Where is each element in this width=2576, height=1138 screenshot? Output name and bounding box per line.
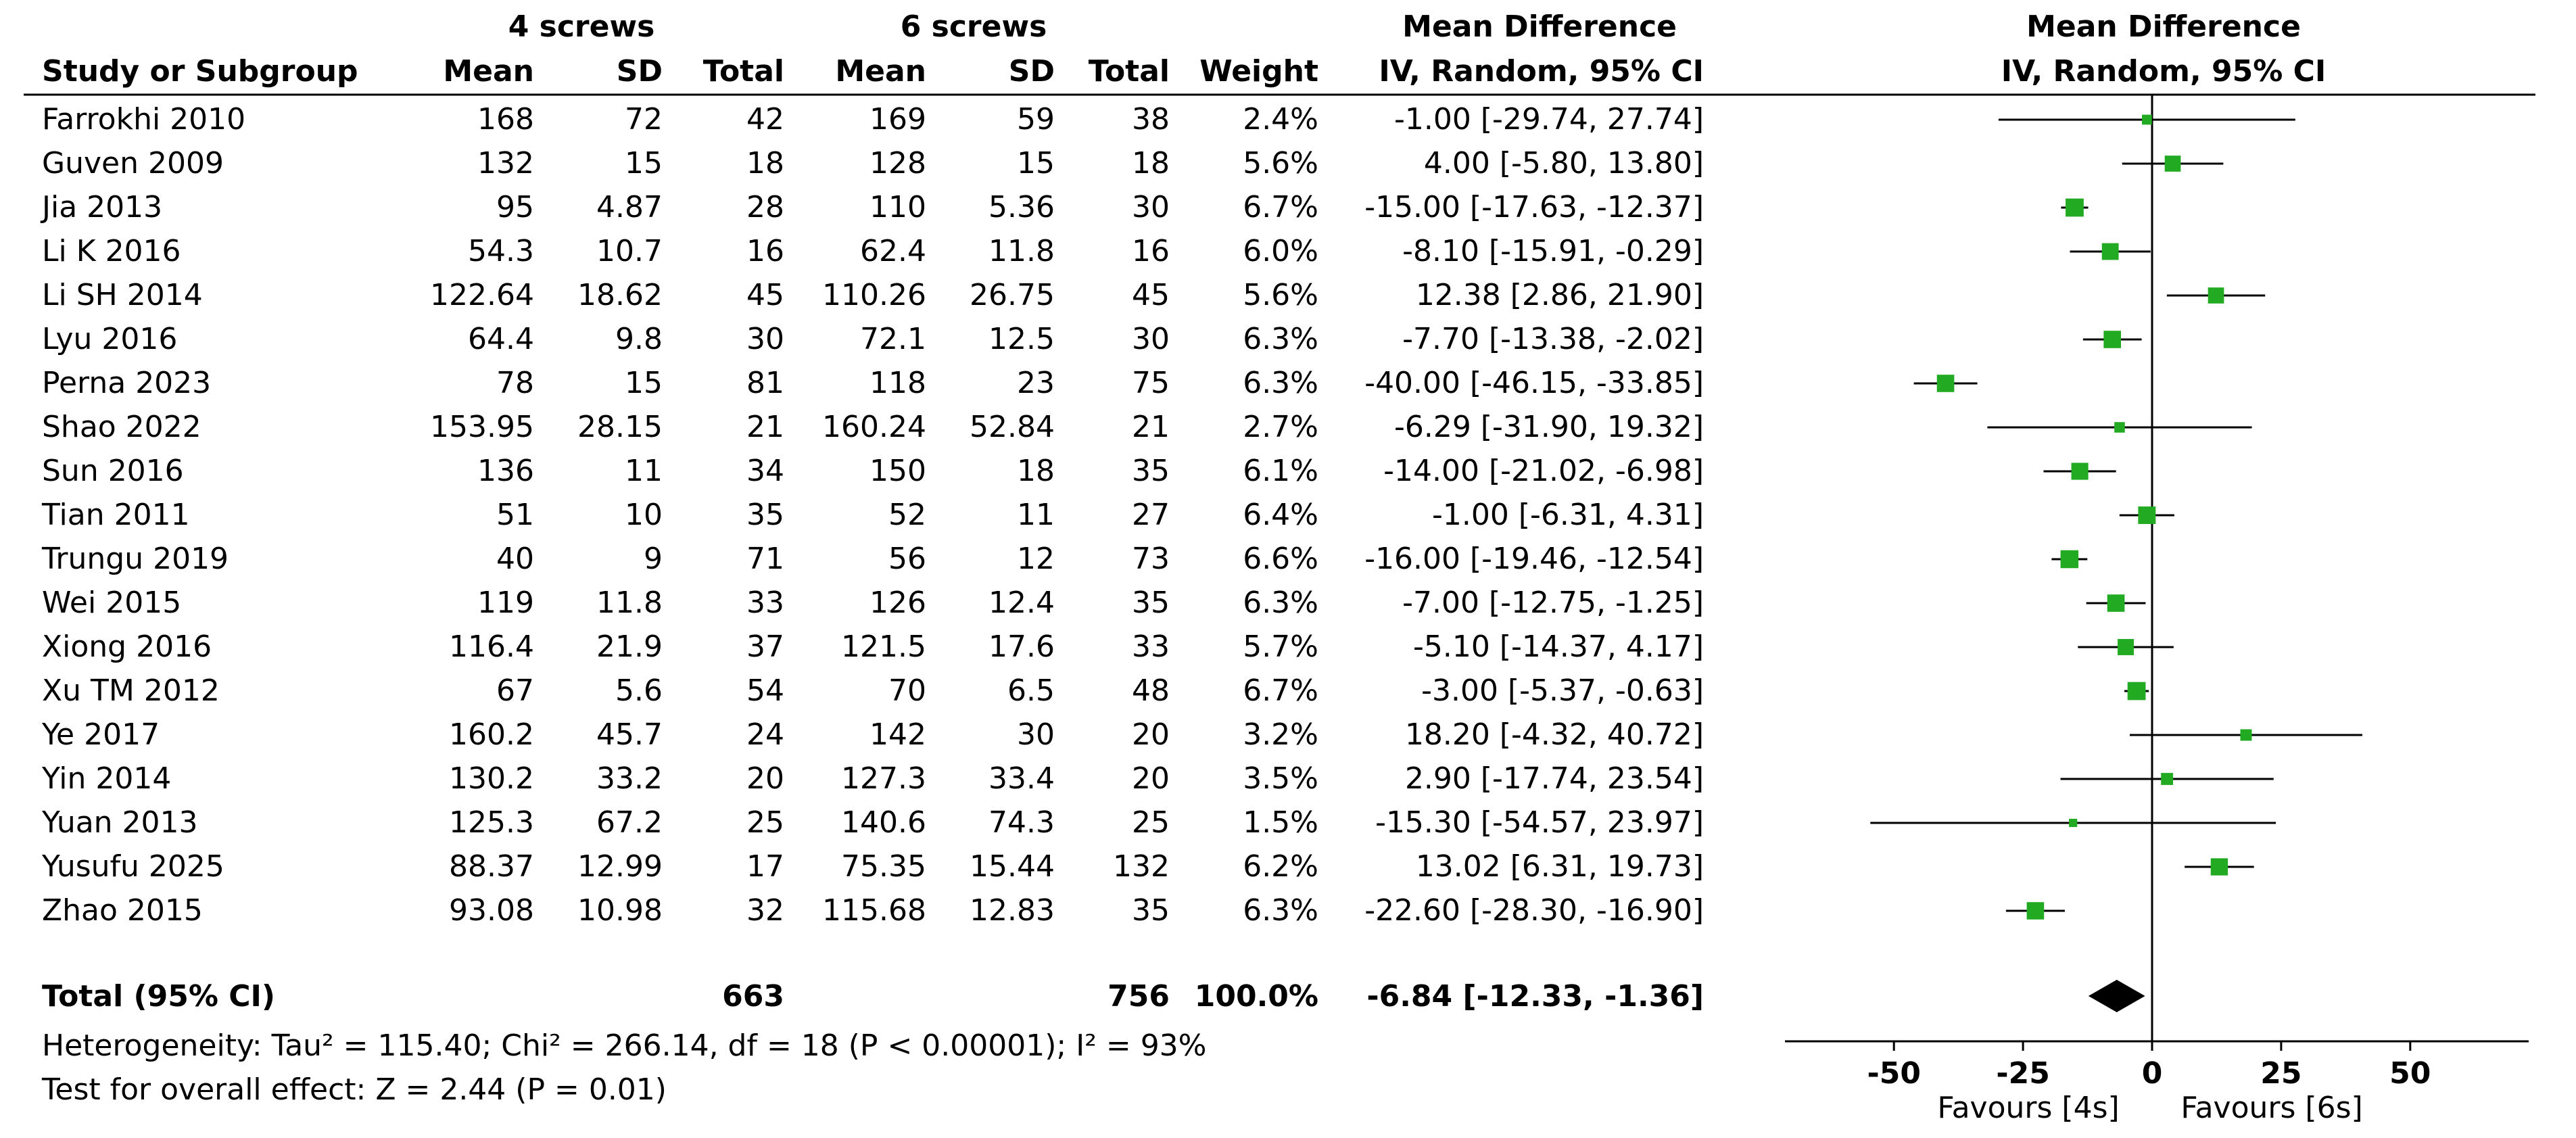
weight: 6.6% [1243, 542, 1318, 576]
md-ci: -3.00 [-5.37, -0.63] [1421, 673, 1704, 708]
total-6s: 33 [1132, 630, 1170, 664]
study-name: Xiong 2016 [42, 630, 212, 664]
mean-6s: 121.5 [841, 630, 926, 664]
study-name: Trungu 2019 [42, 542, 229, 576]
study-name: Lyu 2016 [42, 322, 178, 356]
md-ci: -7.00 [-12.75, -1.25] [1402, 586, 1704, 620]
total-4s: 25 [746, 805, 784, 840]
x-tick-label: 25 [2260, 1056, 2302, 1091]
total-6s: 16 [1132, 234, 1170, 268]
sd-6s: 17.6 [988, 630, 1055, 664]
total-weight: 100.0% [1194, 979, 1318, 1014]
study-name: Ye 2017 [42, 717, 160, 752]
group1-header: 4 screws [508, 9, 655, 44]
mean-6s: 150 [869, 454, 926, 488]
study-name: Yin 2014 [42, 761, 172, 796]
total-6s: 18 [1132, 146, 1170, 181]
point-estimate-marker [2118, 639, 2134, 655]
point-estimate-marker [2027, 902, 2045, 920]
md-ci: -5.10 [-14.37, 4.17] [1413, 630, 1704, 664]
point-estimate-marker [2208, 287, 2224, 304]
mean-4s: 116.4 [449, 630, 534, 664]
total-6s: 35 [1132, 893, 1170, 928]
mean-4s: 64.4 [468, 322, 534, 356]
sd-4s: 10.98 [577, 893, 663, 928]
mean-4s: 67 [496, 673, 534, 708]
sd-6s: 74.3 [988, 805, 1055, 840]
point-estimate-marker [2138, 506, 2155, 524]
total-4s: 45 [746, 278, 784, 312]
total-4s: 37 [746, 630, 784, 664]
x-tick-label: -25 [1996, 1056, 2050, 1091]
point-estimate-marker [2128, 682, 2146, 701]
total-4s: 18 [746, 146, 784, 181]
total-4s: 17 [746, 849, 784, 884]
mean-6s: 62.4 [860, 234, 926, 268]
forest-plot-layer [1785, 95, 2529, 1091]
point-estimate-marker [2103, 331, 2121, 348]
md-ci: -40.00 [-46.15, -33.85] [1364, 366, 1704, 400]
mean-4s: 95 [496, 190, 534, 224]
mean-6s: 128 [869, 146, 926, 181]
sd-4s: 10.7 [596, 234, 663, 268]
md-ci: -15.30 [-54.57, 23.97] [1375, 805, 1704, 840]
mean-6s: 52 [888, 498, 926, 532]
total-6s: 27 [1132, 498, 1170, 532]
x-tick-label: 50 [2389, 1056, 2431, 1091]
total-6s: 25 [1132, 805, 1170, 840]
sd-4s: 67.2 [596, 805, 663, 840]
weight: 6.3% [1243, 893, 1318, 928]
column-header-sd-6s: SD [1008, 54, 1055, 89]
point-estimate-marker [2072, 463, 2089, 479]
sd-6s: 33.4 [988, 761, 1055, 796]
mean-4s: 136 [477, 454, 534, 488]
md-ci: -14.00 [-21.02, -6.98] [1383, 454, 1704, 488]
mean-4s: 130.2 [449, 761, 534, 796]
md-ci: -1.00 [-6.31, 4.31] [1432, 498, 1704, 532]
sd-6s: 30 [1017, 717, 1055, 752]
favours-left-label: Favours [4s] [1937, 1091, 2120, 1125]
total-4s: 20 [746, 761, 784, 796]
sd-4s: 33.2 [596, 761, 663, 796]
mean-6s: 142 [869, 717, 926, 752]
mean-4s: 132 [477, 146, 534, 181]
study-name: Jia 2013 [42, 190, 163, 224]
study-name: Yuan 2013 [42, 805, 198, 840]
sd-6s: 26.75 [970, 278, 1055, 312]
point-estimate-marker [2165, 156, 2181, 172]
sd-6s: 12 [1017, 542, 1055, 576]
sd-4s: 21.9 [596, 630, 663, 664]
md-ci: -8.10 [-15.91, -0.29] [1402, 234, 1704, 268]
mean-4s: 160.2 [449, 717, 534, 752]
point-estimate-marker [2069, 819, 2077, 827]
total-4s: 30 [746, 322, 784, 356]
overall-effect-text: Test for overall effect: Z = 2.44 (P = 0.01) [42, 1072, 667, 1107]
md-ci: 12.38 [2.86, 21.90] [1415, 278, 1704, 312]
study-name: Yusufu 2025 [42, 849, 224, 884]
md-ci: 18.20 [-4.32, 40.72] [1404, 717, 1704, 752]
study-name: Tian 2011 [42, 498, 190, 532]
total-4s: 32 [746, 893, 784, 928]
column-header-total-4s: Total [702, 54, 784, 89]
study-name: Shao 2022 [42, 410, 201, 444]
total-label: Total (95% CI) [42, 979, 276, 1014]
total-4s: 16 [746, 234, 784, 268]
column-header-md-method: IV, Random, 95% CI [1379, 54, 1704, 89]
weight: 6.7% [1243, 673, 1318, 708]
sd-6s: 15 [1017, 146, 1055, 181]
column-header-total-6s: Total [1088, 54, 1170, 89]
point-estimate-marker [2211, 858, 2228, 875]
mean-6s: 110 [869, 190, 926, 224]
mean-6s: 127.3 [841, 761, 926, 796]
total-ci: -6.84 [-12.33, -1.36] [1366, 979, 1704, 1014]
mean-6s: 126 [869, 586, 926, 620]
pooled-diamond [2089, 980, 2145, 1012]
total-4s: 33 [746, 586, 784, 620]
total-6s: 20 [1132, 717, 1170, 752]
favours-right-label: Favours [6s] [2180, 1091, 2363, 1125]
column-header-study: Study or Subgroup [42, 54, 358, 89]
column-header-sd-4s: SD [616, 54, 663, 89]
total-6s: 38 [1132, 102, 1170, 137]
total-4s: 35 [746, 498, 784, 532]
mean-4s: 153.95 [430, 410, 534, 444]
sd-4s: 9.8 [615, 322, 663, 356]
mean-4s: 122.64 [430, 278, 534, 312]
sd-6s: 52.84 [970, 410, 1055, 444]
md-ci: -6.29 [-31.90, 19.32] [1394, 410, 1704, 444]
sd-4s: 11 [625, 454, 663, 488]
weight: 6.7% [1243, 190, 1318, 224]
study-name: Farrokhi 2010 [42, 102, 246, 137]
mean-4s: 119 [477, 586, 534, 620]
total-6s: 45 [1132, 278, 1170, 312]
weight: 2.7% [1243, 410, 1318, 444]
sd-6s: 12.83 [970, 893, 1055, 928]
mean-4s: 125.3 [449, 805, 534, 840]
total-6s: 35 [1132, 586, 1170, 620]
point-estimate-marker [2061, 550, 2078, 568]
point-estimate-marker [2114, 422, 2125, 433]
sd-6s: 23 [1017, 366, 1055, 400]
md-title-header: Mean Difference [1402, 9, 1677, 44]
group2-header: 6 screws [900, 9, 1047, 44]
study-name: Wei 2015 [42, 586, 182, 620]
x-tick-label: -50 [1867, 1056, 1921, 1091]
column-header-mean-6s: Mean [835, 54, 926, 89]
sd-4s: 15 [625, 146, 663, 181]
sd-4s: 15 [625, 366, 663, 400]
total-4s: 54 [746, 673, 784, 708]
md-ci: -1.00 [-29.74, 27.74] [1394, 102, 1704, 137]
total-6s: 48 [1132, 673, 1170, 708]
mean-6s: 160.24 [822, 410, 926, 444]
total-6s: 21 [1132, 410, 1170, 444]
point-estimate-marker [2107, 594, 2125, 612]
total-6s: 20 [1132, 761, 1170, 796]
column-header-mean-4s: Mean [443, 54, 534, 89]
sd-4s: 72 [625, 102, 663, 137]
weight: 2.4% [1243, 102, 1318, 137]
weight: 5.7% [1243, 630, 1318, 664]
heterogeneity-text: Heterogeneity: Tau² = 115.40; Chi² = 266.14, df = 18 (P < 0.00001); I² = 93% [42, 1028, 1207, 1063]
sd-6s: 6.5 [1007, 673, 1055, 708]
sd-6s: 15.44 [970, 849, 1055, 884]
plot-title-header: Mean Difference [2026, 9, 2301, 44]
weight: 5.6% [1243, 278, 1318, 312]
weight: 6.3% [1243, 366, 1318, 400]
sd-6s: 12.5 [988, 322, 1055, 356]
weight: 3.5% [1243, 761, 1318, 796]
study-name: Li SH 2014 [42, 278, 203, 312]
column-header-weight: Weight [1199, 54, 1318, 89]
mean-6s: 110.26 [822, 278, 926, 312]
sd-4s: 5.6 [615, 673, 663, 708]
md-ci: 2.90 [-17.74, 23.54] [1404, 761, 1704, 796]
mean-4s: 40 [496, 542, 534, 576]
sd-4s: 18.62 [577, 278, 663, 312]
sd-4s: 4.87 [596, 190, 663, 224]
plot-method-header: IV, Random, 95% CI [2001, 54, 2327, 89]
sd-6s: 18 [1017, 454, 1055, 488]
sd-6s: 59 [1017, 102, 1055, 137]
mean-6s: 75.35 [841, 849, 926, 884]
md-ci: 4.00 [-5.80, 13.80] [1423, 146, 1704, 181]
study-name: Sun 2016 [42, 454, 184, 488]
mean-6s: 118 [869, 366, 926, 400]
total-4s: 28 [746, 190, 784, 224]
weight: 6.3% [1243, 322, 1318, 356]
sd-6s: 11 [1017, 498, 1055, 532]
weight: 6.1% [1243, 454, 1318, 488]
point-estimate-marker [2102, 243, 2119, 260]
study-name: Perna 2023 [42, 366, 212, 400]
mean-6s: 169 [869, 102, 926, 137]
mean-6s: 140.6 [841, 805, 926, 840]
mean-4s: 51 [496, 498, 534, 532]
md-ci: 13.02 [6.31, 19.73] [1415, 849, 1704, 884]
sd-4s: 45.7 [596, 717, 663, 752]
study-name: Zhao 2015 [42, 893, 203, 928]
total-4s: 42 [746, 102, 784, 137]
total-6s: 73 [1132, 542, 1170, 576]
sd-6s: 5.36 [988, 190, 1055, 224]
study-name: Guven 2009 [42, 146, 224, 181]
weight: 3.2% [1243, 717, 1318, 752]
mean-4s: 78 [496, 366, 534, 400]
total-6s: 30 [1132, 322, 1170, 356]
point-estimate-marker [2142, 115, 2152, 125]
total-4s: 71 [746, 542, 784, 576]
study-name: Li K 2016 [42, 234, 181, 268]
sd-4s: 9 [644, 542, 663, 576]
mean-6s: 56 [888, 542, 926, 576]
mean-4s: 88.37 [449, 849, 534, 884]
point-estimate-marker [1937, 375, 1955, 392]
total-4s: 21 [746, 410, 784, 444]
mean-6s: 72.1 [860, 322, 926, 356]
point-estimate-marker [2240, 730, 2251, 741]
total-n-6s: 756 [1107, 979, 1170, 1014]
sd-6s: 12.4 [988, 586, 1055, 620]
md-ci: -22.60 [-28.30, -16.90] [1364, 893, 1704, 928]
total-4s: 34 [746, 454, 784, 488]
weight: 6.3% [1243, 586, 1318, 620]
mean-6s: 70 [888, 673, 926, 708]
mean-4s: 54.3 [468, 234, 534, 268]
mean-6s: 115.68 [822, 893, 926, 928]
mean-4s: 93.08 [449, 893, 534, 928]
total-n-4s: 663 [722, 979, 784, 1014]
sd-4s: 28.15 [577, 410, 663, 444]
md-ci: -16.00 [-19.46, -12.54] [1364, 542, 1704, 576]
total-4s: 24 [746, 717, 784, 752]
sd-4s: 12.99 [577, 849, 663, 884]
mean-4s: 168 [477, 102, 534, 137]
total-6s: 75 [1132, 366, 1170, 400]
x-tick-label: 0 [2141, 1056, 2163, 1091]
study-name: Xu TM 2012 [42, 673, 220, 708]
weight: 1.5% [1243, 805, 1318, 840]
point-estimate-marker [2161, 773, 2173, 785]
total-4s: 81 [746, 366, 784, 400]
weight: 6.0% [1243, 234, 1318, 268]
md-ci: -7.70 [-13.38, -2.02] [1402, 322, 1704, 356]
total-6s: 132 [1113, 849, 1170, 884]
total-6s: 35 [1132, 454, 1170, 488]
weight: 6.4% [1243, 498, 1318, 532]
weight: 5.6% [1243, 146, 1318, 181]
sd-4s: 10 [625, 498, 663, 532]
total-6s: 30 [1132, 190, 1170, 224]
sd-4s: 11.8 [596, 586, 663, 620]
sd-6s: 11.8 [988, 234, 1055, 268]
md-ci: -15.00 [-17.63, -12.37] [1364, 190, 1704, 224]
point-estimate-marker [2066, 199, 2084, 217]
weight: 6.2% [1243, 849, 1318, 884]
